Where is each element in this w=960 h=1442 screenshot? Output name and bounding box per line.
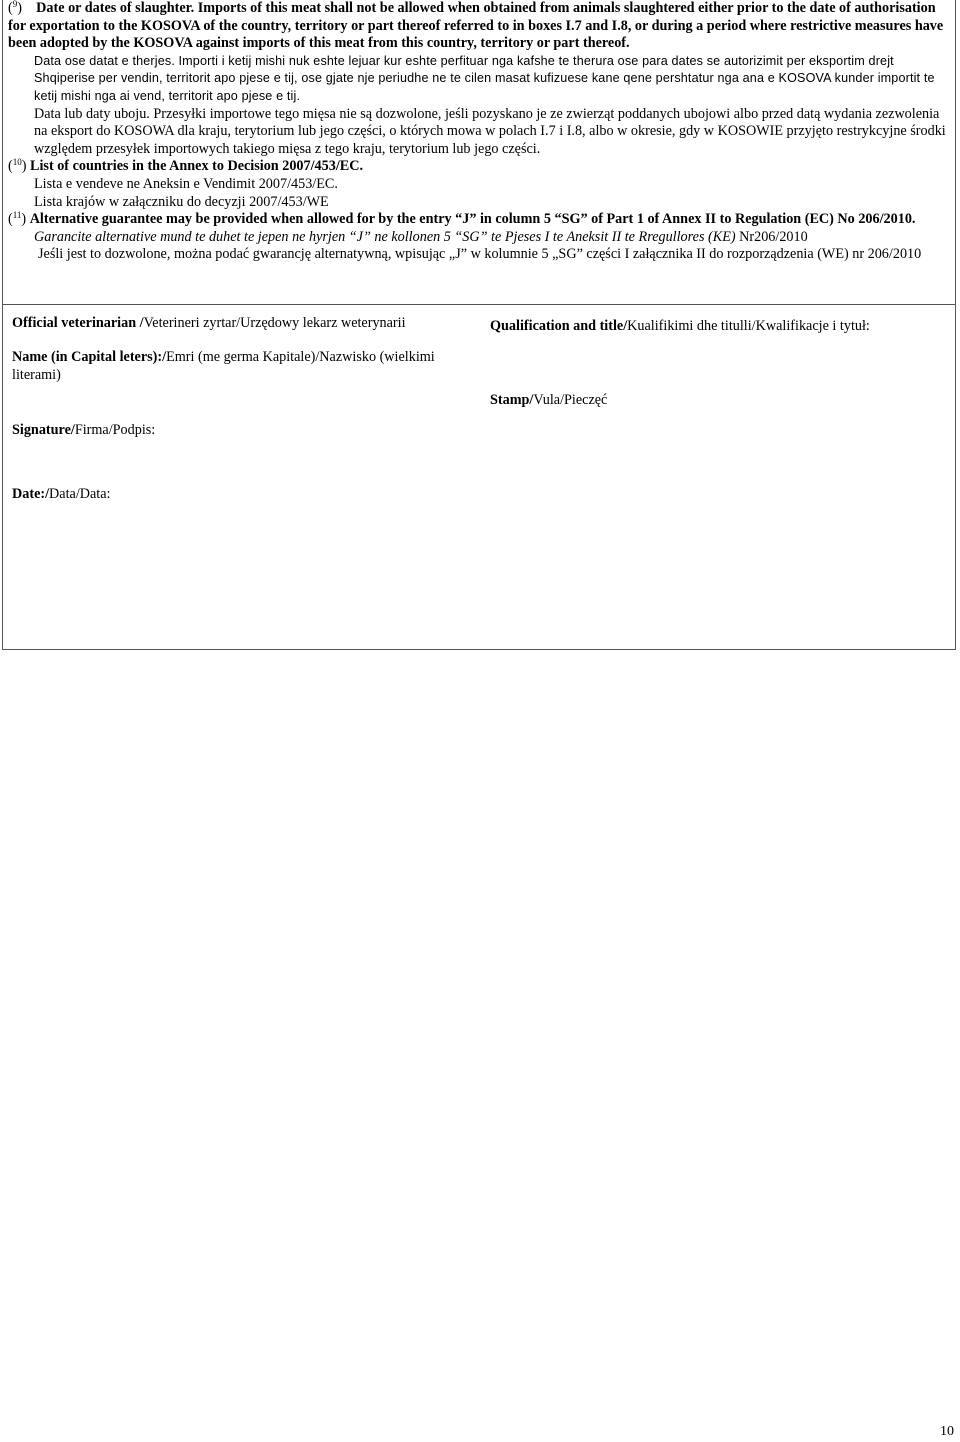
note-9-albanian [8,53,948,106]
note-10-marker: 10 [12,157,22,168]
date-label [12,485,312,503]
qualification-rest: Kualifikimi dhe titulli/Kwalifikacje i tytuł: [627,318,870,334]
name-label [12,348,472,384]
stamp-label [490,391,790,409]
note-10-english: ($^{10}$) List of countries in the Annex to Decision 2007/453/EC. [8,157,364,175]
signature-rest: Firma/Podpis: [74,422,156,438]
note-9-marker: 9 [12,0,18,9]
note-10-polish: Lista krajów w załączniku do decyzji 2007/453/WE [34,193,329,210]
note-9-english: ($^9$) Date or dates of slaughter. Imports of this meat shall not be allowed when obtained from animals slaughtered either prior to the date of authorisation for exportation to the KOSOVA of the country, territory or part thereof referred to in boxes I.7 and I.8, or during a period where restrictive measures have been adopted by the KOSOVA against imports of this meat from this country, territory or part thereof. [8,0,944,52]
date-bold: Date:/ [12,486,50,502]
page-number: 10 [940,1424,954,1439]
note-9-polish-text: Przesyłki importowe tego mięsa nie są dozwolone, jeśli pozyskano je ze zwierząt poddanych ubojowi albo przed datą wydania zezwolenia na eksport do KOSOWA dla kraju, terytorium lub jego części, o których mowa w polach I.7 i I.8, albo w okresie, gdy w KOSOWIE przyjęto restrykcyjne środki względem przesyłek importowych takiego mięsa z tego kraju, terytorium lub jego części. [34,105,946,157]
footnotes-section [8,0,948,264]
official-veterinarian-bold: Official veterinarian / [12,315,144,331]
note-9-albanian-text: Importi i ketij mishi nuk eshte lejuar kur eshte perfituar nga kafshe te therura ose para dates se autorizimit per eksportim drejt Shqiperise per vendin, territorit apo pjese e tij, ose gjate nje periudhe ne te cilen masat kufizuese kane qene pershtatur nga ana e KOSOVA kunder importit te ketij mishi nga ai vend, territorit apo pjese e tij. [34,53,935,103]
stamp-rest: Vula/Pieczęć [533,392,608,408]
note-9-albanian-lead: Data ose datat e therjes. [34,53,175,68]
name-rest: Emri (me germa Kapitale)/Nazwisko (wielkimi literami) [12,349,435,383]
note-9-polish-lead: Data lub daty uboju. [34,105,150,122]
note-9-english-text: Date or dates of slaughter. Imports of this meat shall not be allowed when obtained from animals slaughtered either prior to the date of authorisation for exportation to the KOSOVA of the country, territory or part thereof referred to in boxes I.7 and I.8, or during a period where restrictive measures have been adopted by the KOSOVA against imports of this meat from this country, territory or part thereof. [8,0,944,52]
stamp-bold: Stamp/ [490,392,534,408]
note-10-english-text: List of countries in the Annex to Decision 2007/453/EC. [30,158,364,175]
official-veterinarian-rest: Veterineri zyrtar/Urzędowy lekarz weterynarii [143,315,406,331]
qualification-label [490,317,950,335]
signature-bold: Signature/ [12,422,75,438]
note-11-albanian-ref: Nr206/2010 [739,228,808,245]
qualification-bold: Qualification and title/ [490,318,628,334]
note-11-polish: Jeśli jest to dozwolone, można podać gwarancję alternatywną, wpisując „J” w kolumnie 5 „SG” części I załącznika II do rozporządzenia (WE) nr 206/2010 [38,246,922,263]
section-divider [2,304,956,305]
note-11-english-text: Alternative guarantee may be provided when allowed for by the entry “J” in column 5 “SG” of Part 1 of Annex II to Regulation (EC) No 206/2010. [29,211,916,228]
official-veterinarian-label [12,314,482,332]
date-rest: Data/Data: [49,486,111,502]
note-10-albanian: Lista e vendeve ne Aneksin e Vendimit 2007/453/EC. [34,175,338,192]
note-9-polish [8,106,948,159]
note-11-albanian [8,229,948,247]
note-11-marker: 11 [12,210,22,221]
note-11-albanian-text: Garancite alternative mund te duhet te jepen ne hyrjen “J” ne kollonen 5 “SG” te Pjeses I te Aneksit II te Rregullores (KE) [34,228,736,245]
note-11-english: ($^{11}$) Alternative guarantee may be provided when allowed for by the entry “J” in column 5 “SG” of Part 1 of Annex II to Regulation (EC) No 206/2010. [8,210,916,228]
signature-label [12,421,312,439]
name-bold: Name (in Capital leters):/ [12,349,167,365]
